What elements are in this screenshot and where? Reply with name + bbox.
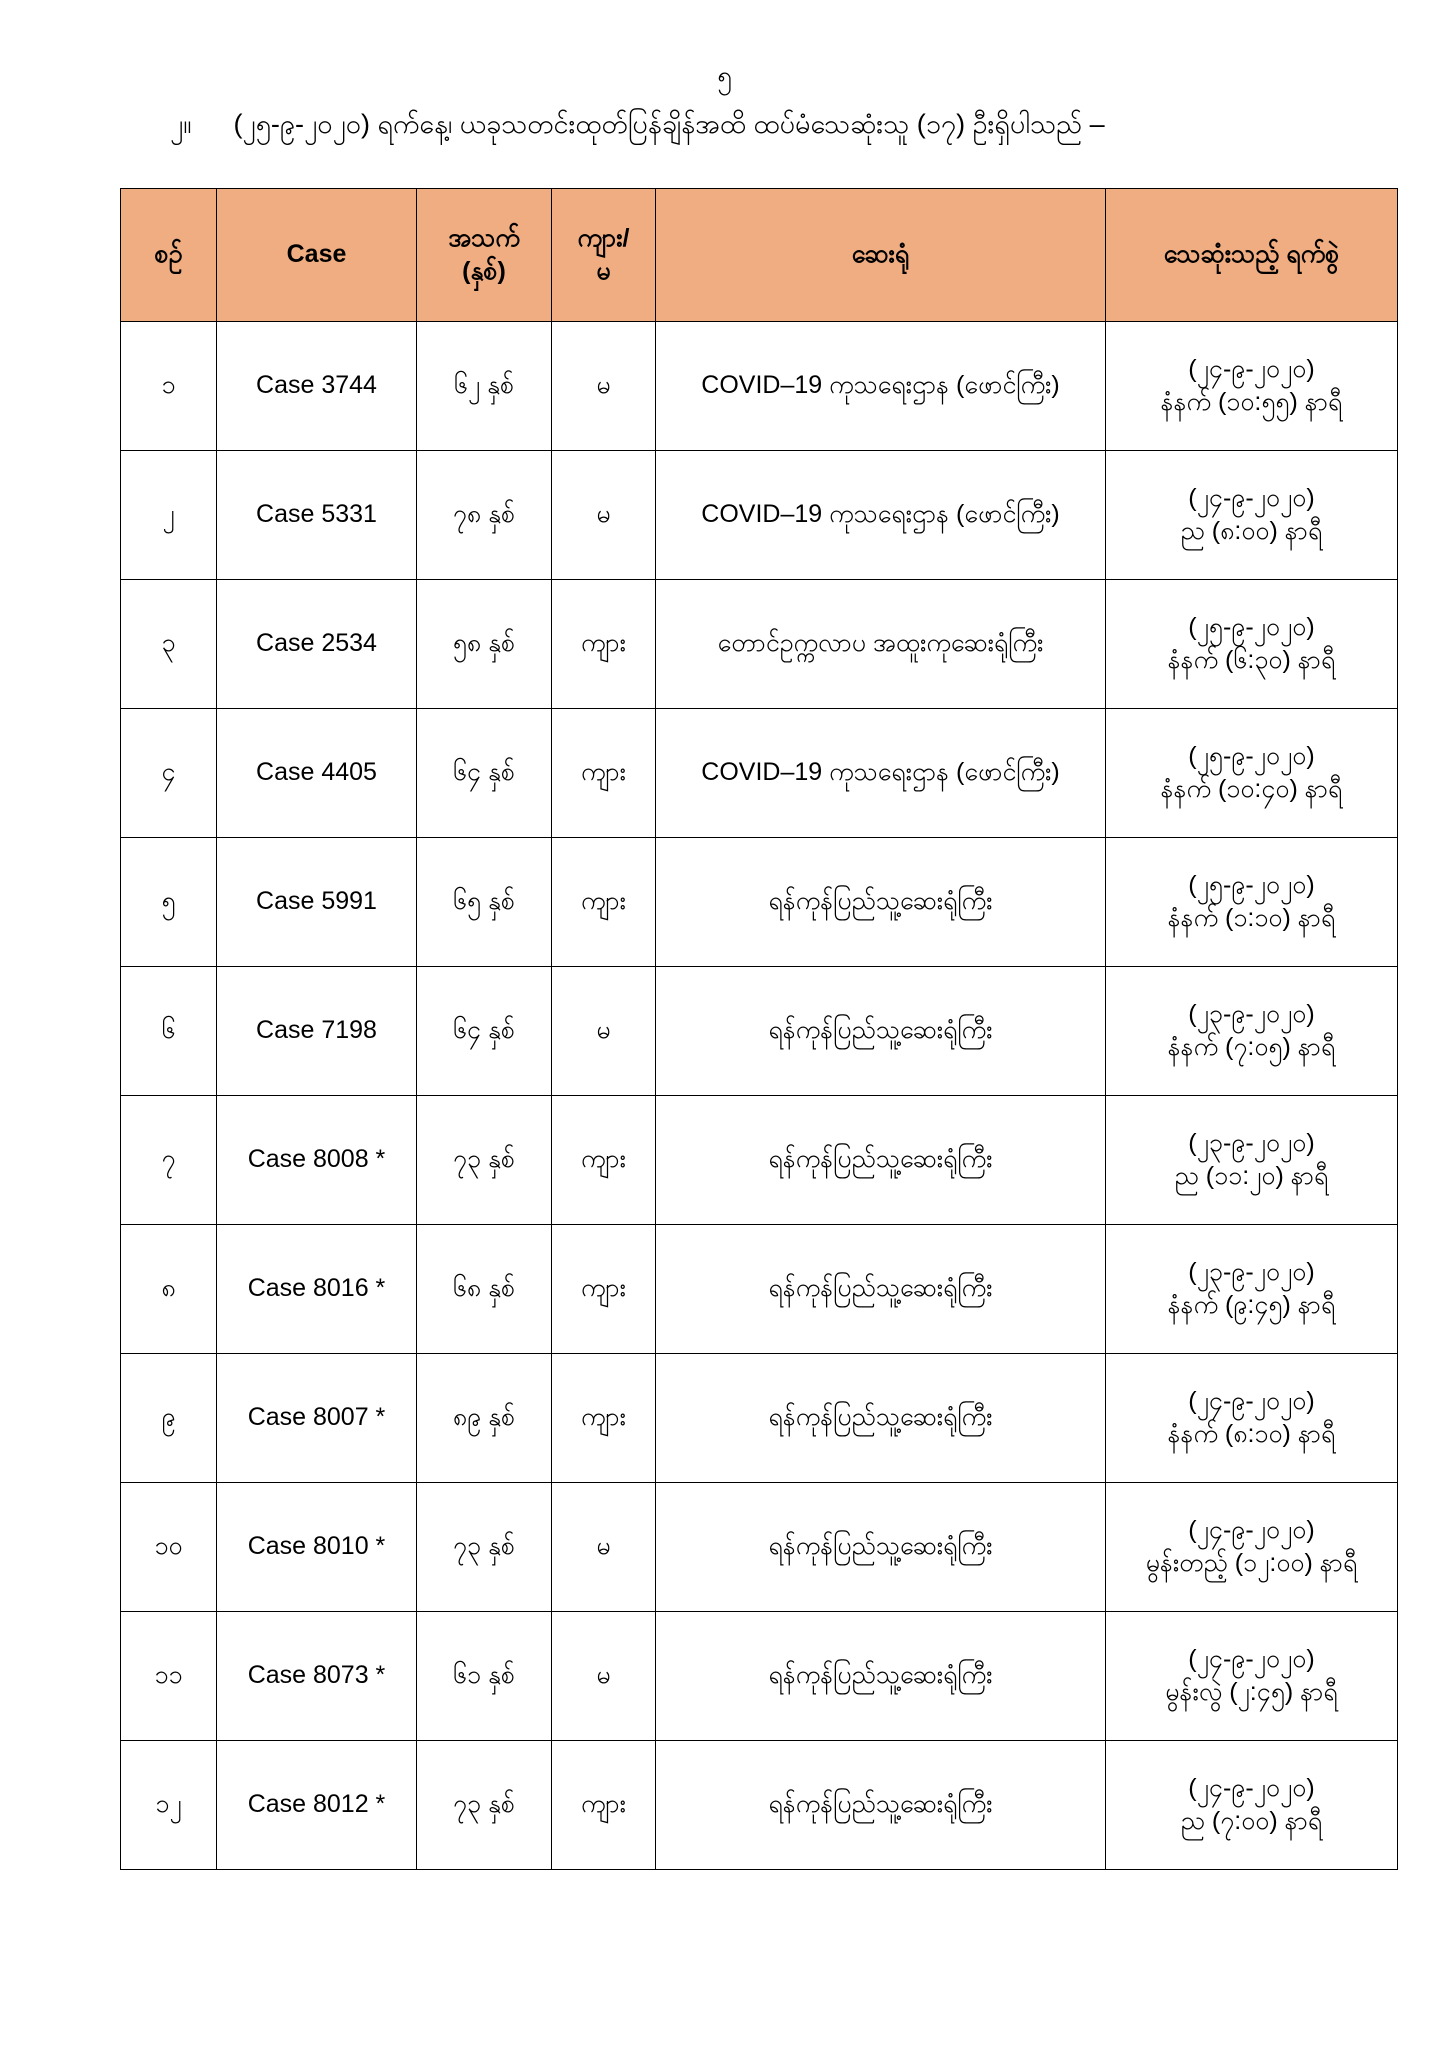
cell-hospital: ရန်ကုန်ပြည်သူ့ဆေးရုံကြီး: [656, 1741, 1106, 1870]
cell-date-line2: နံနက် (၁:၁၀) နာရီ: [1167, 904, 1336, 933]
cell-hospital: ရန်ကုန်ပြည်သူ့ဆေးရုံကြီး: [656, 838, 1106, 967]
column-header-no: စဉ်: [121, 189, 217, 322]
cell-no: ၃: [121, 580, 217, 709]
cell-case: Case 5991: [217, 838, 417, 967]
intro-sentence: (၂၅-၉-၂၀၂၀) ရက်နေ့၊ ယခုသတင်းထုတ်ပြန်ချိန်အထိ ထပ်မံသေဆုံးသူ (၁၇) ဦးရှိပါသည် –: [233, 109, 1105, 140]
cell-date: [1106, 1741, 1398, 1870]
cell-no: ၁၂: [121, 1741, 217, 1870]
cell-age: ၆၂ နှစ်: [417, 322, 552, 451]
cell-hospital: COVID–19 ကုသရေးဌာန (ဖောင်ကြီး): [656, 709, 1106, 838]
cell-date: [1106, 1225, 1398, 1354]
column-header-sex-line1: ကျား/: [577, 223, 630, 252]
table-row: [121, 1354, 1398, 1483]
cell-date-line1: (၂၄-၉-၂၀၂၀): [1188, 1386, 1315, 1415]
cell-case: Case 8007 *: [217, 1354, 417, 1483]
cell-date-line1: (၂၃-၉-၂၀၂၀): [1188, 1128, 1315, 1157]
cell-date-line1: (၂၄-၉-၂၀၂၀): [1188, 1644, 1315, 1673]
cell-case: Case 7198: [217, 967, 417, 1096]
cell-date-line1: (၂၅-၉-၂၀၂၀): [1188, 870, 1315, 899]
cell-date-line1: (၂၄-၉-၂၀၂၀): [1188, 483, 1315, 512]
cell-date-line2: နံနက် (၇:၀၅) နာရီ: [1167, 1033, 1336, 1062]
intro-item-number: ၂။: [170, 109, 192, 140]
cell-sex: ကျား: [552, 709, 656, 838]
column-header-sex-line2: မ: [596, 257, 611, 286]
cell-no: ၁၁: [121, 1612, 217, 1741]
column-header-age-line2: (နှစ်): [462, 257, 506, 286]
cell-hospital: ရန်ကုန်ပြည်သူ့ဆေးရုံကြီး: [656, 1612, 1106, 1741]
deaths-table: [120, 188, 1398, 1870]
cell-hospital: COVID–19 ကုသရေးဌာန (ဖောင်ကြီး): [656, 451, 1106, 580]
cell-age: ၇၃ နှစ်: [417, 1483, 552, 1612]
table-row: [121, 709, 1398, 838]
cell-case: Case 8008 *: [217, 1096, 417, 1225]
cell-hospital: ရန်ကုန်ပြည်သူ့ဆေးရုံကြီး: [656, 1096, 1106, 1225]
cell-case: Case 8012 *: [217, 1741, 417, 1870]
column-header-age-line1: အသက်: [448, 223, 520, 252]
cell-no: ၈: [121, 1225, 217, 1354]
table-row: [121, 967, 1398, 1096]
column-header-age: [417, 189, 552, 322]
cell-sex: ကျား: [552, 1096, 656, 1225]
cell-age: ၈၉ နှစ်: [417, 1354, 552, 1483]
cell-age: ၅၈ နှစ်: [417, 580, 552, 709]
table-row: [121, 1225, 1398, 1354]
cell-case: Case 8073 *: [217, 1612, 417, 1741]
cell-date-line2: နံနက် (၆:၃၀) နာရီ: [1167, 646, 1336, 675]
cell-date: [1106, 1354, 1398, 1483]
table-row: [121, 580, 1398, 709]
table-row: [121, 322, 1398, 451]
intro-paragraph: [120, 105, 1329, 144]
cell-sex: မ: [552, 1483, 656, 1612]
cell-no: ၉: [121, 1354, 217, 1483]
cell-date-line1: (၂၅-၉-၂၀၂၀): [1188, 612, 1315, 641]
cell-date: [1106, 1096, 1398, 1225]
cell-sex: မ: [552, 322, 656, 451]
cell-date: [1106, 1483, 1398, 1612]
cell-age: ၆၅ နှစ်: [417, 838, 552, 967]
cell-date-line2: မွန်းတည့် (၁၂:၀၀) နာရီ: [1145, 1549, 1358, 1578]
cell-date-line2: နံနက် (၉:၄၅) နာရီ: [1167, 1291, 1336, 1320]
table-row: [121, 1612, 1398, 1741]
cell-date-line2: နံနက် (၈:၁၀) နာရီ: [1167, 1420, 1336, 1449]
cell-case: Case 3744: [217, 322, 417, 451]
cell-case: Case 8010 *: [217, 1483, 417, 1612]
cell-hospital: တောင်ဥက္ကလာပ အထူးကုဆေးရုံကြီး: [656, 580, 1106, 709]
cell-date-line1: (၂၃-၉-၂၀၂၀): [1188, 1257, 1315, 1286]
cell-sex: ကျား: [552, 1741, 656, 1870]
column-header-date: သေဆုံးသည့် ရက်စွဲ: [1106, 189, 1398, 322]
cell-date-line1: (၂၄-၉-၂၀၂၀): [1188, 1515, 1315, 1544]
cell-no: ၄: [121, 709, 217, 838]
cell-sex: ကျား: [552, 838, 656, 967]
cell-sex: ကျား: [552, 1354, 656, 1483]
cell-no: ၂: [121, 451, 217, 580]
cell-sex: မ: [552, 451, 656, 580]
cell-no: ၅: [121, 838, 217, 967]
column-header-hospital: ဆေးရုံ: [656, 189, 1106, 322]
cell-age: ၇၈ နှစ်: [417, 451, 552, 580]
cell-no: ၁၀: [121, 1483, 217, 1612]
cell-date: [1106, 580, 1398, 709]
cell-sex: မ: [552, 967, 656, 1096]
cell-date-line2: မွန်းလွဲ (၂:၄၅) နာရီ: [1165, 1678, 1338, 1707]
cell-case: Case 2534: [217, 580, 417, 709]
cell-age: ၆၄ နှစ်: [417, 967, 552, 1096]
page-number: ၅: [717, 60, 732, 90]
column-header-sex: [552, 189, 656, 322]
cell-no: ၁: [121, 322, 217, 451]
cell-hospital: COVID–19 ကုသရေးဌာန (ဖောင်ကြီး): [656, 322, 1106, 451]
cell-sex: ကျား: [552, 1225, 656, 1354]
cell-sex: မ: [552, 1612, 656, 1741]
cell-date-line2: နံနက် (၁၀:၅၅) နာရီ: [1160, 388, 1343, 417]
column-header-case: Case: [217, 189, 417, 322]
table-row: [121, 838, 1398, 967]
cell-no: ၇: [121, 1096, 217, 1225]
cell-date: [1106, 322, 1398, 451]
cell-date: [1106, 709, 1398, 838]
cell-hospital: ရန်ကုန်ပြည်သူ့ဆေးရုံကြီး: [656, 1354, 1106, 1483]
cell-date-line2: ည (၁၁:၂၀) နာရီ: [1174, 1162, 1329, 1191]
cell-date-line2: ည (၈:၀၀) နာရီ: [1180, 517, 1323, 546]
table-row: [121, 1483, 1398, 1612]
cell-case: Case 4405: [217, 709, 417, 838]
table-header-row: [121, 189, 1398, 322]
cell-case: Case 5331: [217, 451, 417, 580]
cell-date: [1106, 1612, 1398, 1741]
cell-age: ၇၃ နှစ်: [417, 1096, 552, 1225]
cell-hospital: ရန်ကုန်ပြည်သူ့ဆေးရုံကြီး: [656, 967, 1106, 1096]
cell-date: [1106, 967, 1398, 1096]
cell-date-line2: နံနက် (၁၀:၄၀) နာရီ: [1160, 775, 1343, 804]
cell-date-line1: (၂၄-၉-၂၀၂၀): [1188, 354, 1315, 383]
cell-age: ၆၄ နှစ်: [417, 709, 552, 838]
cell-date-line1: (၂၄-၉-၂၀၂၀): [1188, 1773, 1315, 1802]
table-row: [121, 1741, 1398, 1870]
cell-date: [1106, 451, 1398, 580]
table-body: [121, 322, 1398, 1870]
cell-age: ၇၃ နှစ်: [417, 1741, 552, 1870]
cell-date-line1: (၂၃-၉-၂၀၂၀): [1188, 999, 1315, 1028]
table-row: [121, 451, 1398, 580]
table-header: [121, 189, 1398, 322]
cell-date-line1: (၂၅-၉-၂၀၂၀): [1188, 741, 1315, 770]
table-row: [121, 1096, 1398, 1225]
cell-sex: ကျား: [552, 580, 656, 709]
cell-hospital: ရန်ကုန်ပြည်သူ့ဆေးရုံကြီး: [656, 1483, 1106, 1612]
cell-age: ၆၈ နှစ်: [417, 1225, 552, 1354]
cell-date-line2: ည (၇:၀၀) နာရီ: [1180, 1807, 1323, 1836]
cell-age: ၆၁ နှစ်: [417, 1612, 552, 1741]
cell-hospital: ရန်ကုန်ပြည်သူ့ဆေးရုံကြီး: [656, 1225, 1106, 1354]
cell-date: [1106, 838, 1398, 967]
cell-case: Case 8016 *: [217, 1225, 417, 1354]
cell-no: ၆: [121, 967, 217, 1096]
